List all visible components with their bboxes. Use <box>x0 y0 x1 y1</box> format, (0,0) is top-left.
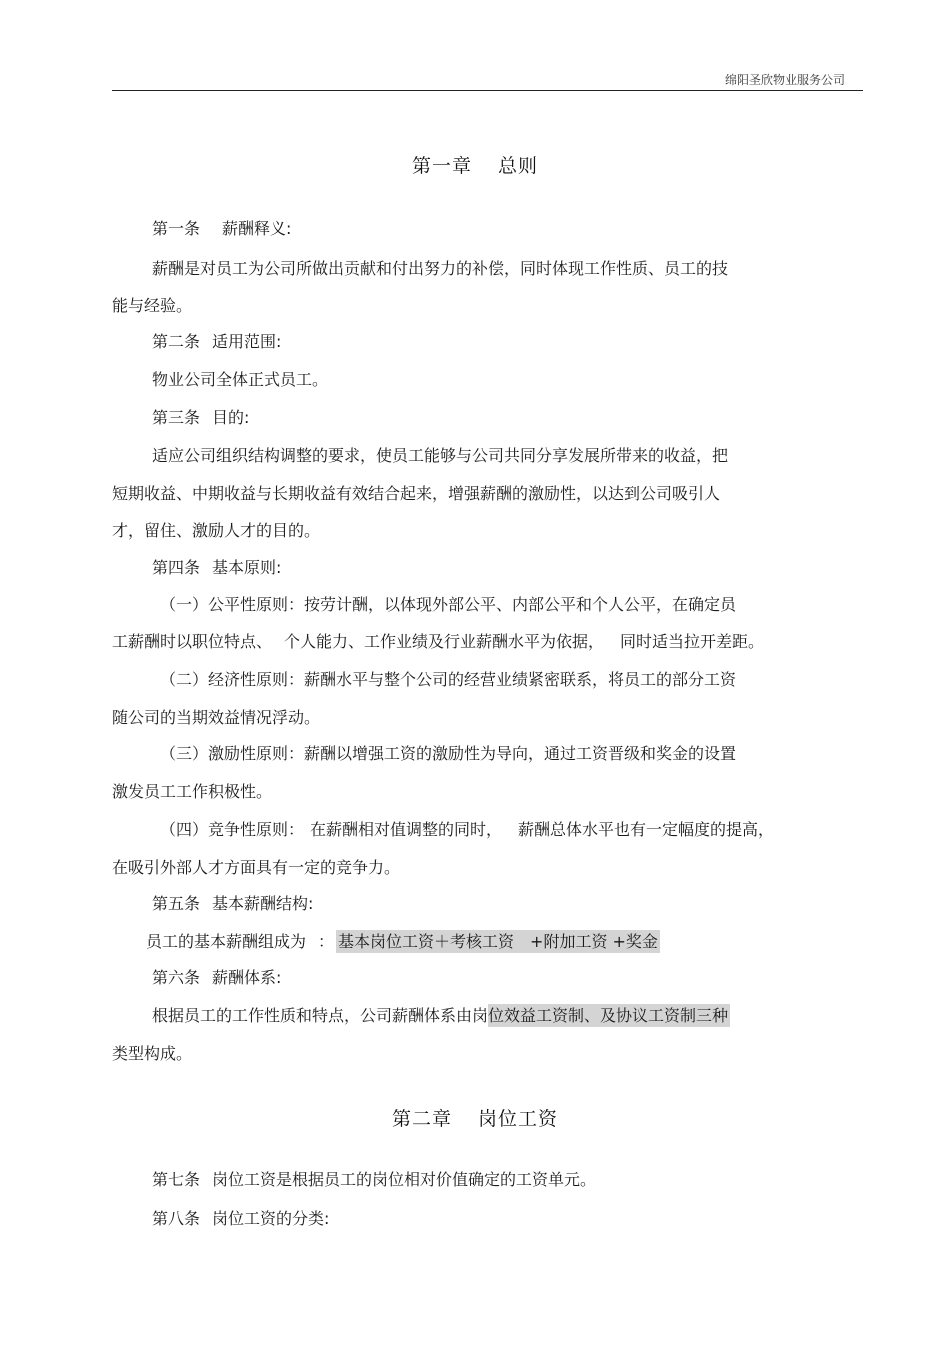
header-company-name: 绵阳圣欣物业服务公司 <box>724 73 845 87</box>
principle-2-line: （二）经济性原则：薪酬水平与整个公司的经营业绩紧密联系，将员工的部分工资 <box>160 670 737 689</box>
header-rule <box>112 90 863 91</box>
principle-4-line <box>160 817 774 840</box>
article-3-body-line: 适应公司组织结构调整的要求，使员工能够与公司共同分享发展所带来的收益，把 <box>152 446 729 465</box>
chapter-2-title: 岗位工资 <box>478 1108 559 1130</box>
article-5-body <box>146 929 660 952</box>
principle-4-segment: （四）竞争性原则： <box>160 820 305 839</box>
article-5-colon: ： <box>318 932 335 951</box>
article-1-body-line: 薪酬是对员工为公司所做出贡献和付出努力的补偿，同时体现工作性质、员工的技 <box>152 259 729 278</box>
article-2-body: 物业公司全体正式员工。 <box>152 370 329 389</box>
article-6-highlighted-text: 位效益工资制、及协议工资制三种 <box>488 1006 729 1025</box>
article-title: 基本薪酬结构: <box>212 894 314 913</box>
chapter-1-title: 总则 <box>498 155 539 177</box>
article-title: 薪酬体系: <box>212 968 282 987</box>
article-number: 第五条 <box>152 894 201 913</box>
article-6-body-line <box>152 1003 730 1026</box>
principle-4-line: 在吸引外部人才方面具有一定的竞争力。 <box>112 858 401 877</box>
article-8 <box>152 1206 329 1229</box>
principle-3-line: （三）激励性原则：薪酬以增强工资的激励性为导向，通过工资晋级和奖金的设置 <box>160 744 737 763</box>
article-5-highlighted-formula: 基本岗位工资＋考核工资 +附加工资 +奖金 <box>338 932 658 951</box>
article-3-body-line: 才，留住、激励人才的目的。 <box>112 521 321 540</box>
article-2-heading <box>152 329 281 352</box>
article-5-heading <box>152 891 313 914</box>
principle-4-segment: 薪酬总体水平也有一定幅度的提高， <box>518 820 775 839</box>
article-7 <box>152 1167 596 1190</box>
chapter-2-number: 第二章 <box>391 1108 452 1130</box>
article-number: 第二条 <box>152 332 201 351</box>
principle-1-segment: 同时适当拉开差距。 <box>620 632 765 651</box>
article-number: 第三条 <box>152 408 201 427</box>
principle-2-line: 随公司的当期效益情况浮动。 <box>112 708 321 727</box>
article-6-heading <box>152 965 281 988</box>
chapter-1-number: 第一章 <box>411 155 472 177</box>
principle-4-segment: 在薪酬相对值调整的同时， <box>310 820 503 839</box>
article-5-text: 员工的基本薪酬组成为 <box>146 932 307 951</box>
chapter-1-heading <box>0 151 950 178</box>
article-1-body-line: 能与经验。 <box>112 296 193 315</box>
article-body: 岗位工资的分类: <box>212 1209 330 1228</box>
principle-1-line: （一）公平性原则：按劳计酬，以体现外部公平、内部公平和个人公平，在确定员 <box>160 595 737 614</box>
article-number: 第六条 <box>152 968 201 987</box>
article-4-heading <box>152 555 281 578</box>
article-3-heading <box>152 405 249 428</box>
article-number: 第八条 <box>152 1209 201 1228</box>
article-title: 适用范围: <box>212 332 282 351</box>
article-6-text: 根据员工的工作性质和特点，公司薪酬体系由岗 <box>152 1006 489 1025</box>
principle-1-line <box>112 629 764 652</box>
article-3-body-line: 短期收益、中期收益与长期收益有效结合起来，增强薪酬的激励性，以达到公司吸引人 <box>112 484 721 503</box>
article-title: 薪酬释义: <box>222 219 292 238</box>
principle-3-line: 激发员工工作积极性。 <box>112 782 273 801</box>
chapter-2-heading <box>0 1104 950 1131</box>
article-number: 第一条 <box>152 219 201 238</box>
article-title: 目的: <box>212 408 250 427</box>
article-title: 基本原则: <box>212 558 282 577</box>
article-number: 第四条 <box>152 558 201 577</box>
article-6-body-line: 类型构成。 <box>112 1044 193 1063</box>
article-body: 岗位工资是根据员工的岗位相对价值确定的工资单元。 <box>212 1170 597 1189</box>
article-number: 第七条 <box>152 1170 201 1189</box>
article-1-heading <box>152 216 291 239</box>
principle-1-segment: 个人能力、工作业绩及行业薪酬水平为依据， <box>284 632 605 651</box>
principle-1-segment: 工薪酬时以职位特点、 <box>112 632 273 651</box>
